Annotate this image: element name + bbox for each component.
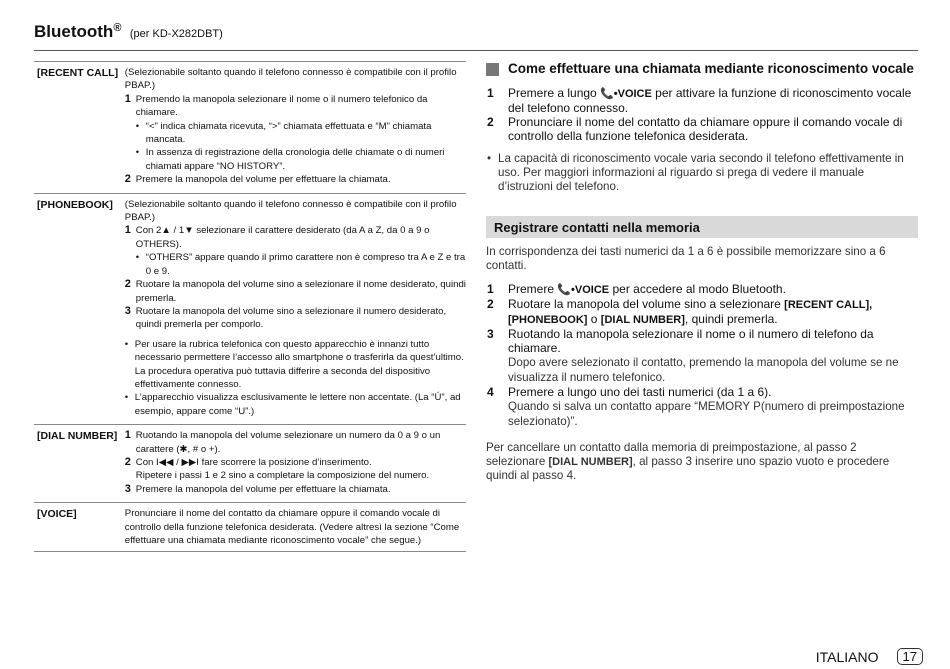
step: [486, 385, 918, 429]
heading-text: Come effettuare una chiamata mediante riconoscimento vocale: [508, 61, 914, 76]
table-row-phonebook: [34, 194, 466, 426]
step: [486, 297, 918, 327]
step-text: Premere la manopola del volume per effettuare la chiamata.: [135, 174, 391, 186]
step-text: , quindi premerla.: [684, 312, 778, 326]
phone-voice-icon: 📞•VOICE: [600, 88, 652, 100]
section-bar-memory: [486, 216, 918, 238]
step: [486, 282, 918, 297]
step-number: 2: [124, 455, 131, 468]
section-heading-voice-call: [486, 60, 918, 78]
memory-intro: In corrispondenza dei tasti numerici da 1 a 6 è possibile memorizzare sino a 6 contatti.: [486, 245, 886, 272]
note-text: L’apparecchio visualizza esclusivamente le lettere non accentate. (La “Ú”, ad esempio, appare come “U”.): [134, 392, 461, 417]
menu-ref: [PHONEBOOK]: [508, 314, 588, 326]
step-text: Pronunciare il nome del contatto da chiamare oppure il comando vocale di controllo della funzione telefonica desiderata.: [508, 115, 903, 143]
recent-call-body: [125, 66, 466, 187]
step-continuation: [125, 469, 466, 482]
step-text: Ruotare la manopola del volume sino a selezionare il nome desiderato, quindi premerla.: [135, 279, 466, 304]
section-title: Registrare contatti nella memoria: [494, 219, 700, 235]
recent-call-label: [RECENT CALL]: [37, 67, 119, 79]
note-text: Per usare la rubrica telefonica con questo apparecchio è innanzi tutto necessario permettere l’accesso allo smartphone o trasferirla da quest’ultimo. La procedura operativa può tuttavia differire a seconda del dispositivo effettivamente connesso.: [134, 338, 464, 390]
menu-table: [34, 61, 466, 552]
note-bullet: • La capacità di riconoscimento vocale varia secondo il telefono effettivamente in uso. Per maggiori informazioni al riguardo si prega di vedere il manuale d’istruzioni del telefono.: [486, 152, 918, 194]
step: [486, 86, 918, 115]
step: [125, 456, 466, 469]
step-text: Ruotare la manopola del volume sino a selezionare: [508, 297, 785, 311]
menu-ref: [DIAL NUMBER]: [548, 456, 633, 468]
note-bullet: • L’apparecchio visualizza esclusivamente le lettere non accentate. (La “Ú”, ad esempio, appare come “U”.): [125, 391, 466, 418]
step-number: 2: [487, 297, 494, 311]
step-number: 2: [487, 115, 494, 129]
step-text: Ruotando la manopola del volume selezionare un numero da 0 a 9 o un carattere (✱, # o +).: [135, 430, 441, 455]
phone-voice-icon: 📞•VOICE: [557, 284, 610, 296]
step-number: 3: [124, 482, 131, 495]
step: [125, 93, 466, 120]
heading-square-icon: [486, 63, 499, 76]
language-label: ITALIANO: [815, 648, 879, 665]
recent-call-intro: (Selezionabile soltanto quando il telefono connesso è compatibile con il profilo PBAP.): [124, 67, 457, 92]
step-number: 2: [124, 173, 131, 186]
voice-steps: [486, 86, 918, 143]
step-text: Con 2▲ / 1▼ selezionare il carattere desiderato (da A a Z, da 0 a 9 o OTHERS).: [135, 225, 430, 250]
step-text: Con I◀◀ / ▶▶I fare scorrere la posizione d’inserimento.: [135, 456, 372, 468]
outro-text: , al passo 3 inserire uno spazio vuoto e procedere quindi al passo 4.: [486, 455, 890, 482]
step-text: Premere: [508, 282, 558, 296]
bullet-text: In assenza di registrazione della cronologia delle chiamate o di numeri chiamati appare “NO HISTORY”.: [145, 147, 445, 172]
step-text: Ruotare la manopola del volume sino a selezionare il numero desiderato, quindi premerla per comporlo.: [135, 305, 447, 331]
dial-number-body: [125, 429, 466, 496]
step-number: 1: [487, 282, 494, 296]
memory-outro: [486, 441, 918, 483]
step-text: per attivare la funzione di riconoscimento vocale del telefono connesso.: [508, 86, 912, 115]
step: [125, 483, 466, 496]
step-subtext: Quando si salva un contatto appare “MEMORY P(numero di preimpostazione selezionato)”.: [508, 400, 905, 428]
bullet: • In assenza di registrazione della cronologia delle chiamate o di numeri chiamati appare “NO HISTORY”.: [125, 146, 466, 173]
step: [125, 278, 466, 305]
step-text: Premere a lungo uno dei tasti numerici (da 1 a 6).: [508, 385, 772, 399]
voice-body: [125, 507, 466, 547]
page-title: Bluetooth: [34, 22, 114, 41]
registered-mark: ®: [113, 22, 122, 34]
step-text: Ruotando la manopola selezionare il nome o il numero di telefono da chiamare.: [508, 327, 874, 355]
step: [125, 305, 466, 332]
step-number: 1: [124, 429, 131, 442]
bullet: • “OTHERS” appare quando il primo carattere non è compreso tra A e Z e tra 0 e 9.: [135, 252, 466, 277]
step: [125, 173, 466, 186]
outro-text: Per cancellare un contatto dalla memoria di preimpostazione, al passo 2 selezionare: [486, 441, 857, 468]
table-row-dial-number: [34, 425, 466, 503]
phonebook-body: [125, 198, 466, 419]
voice-label: [VOICE]: [37, 508, 77, 521]
phonebook-intro: (Selezionabile soltanto quando il telefono connesso è compatibile con il profilo PBAP.): [124, 198, 457, 224]
menu-ref: [DIAL NUMBER]: [600, 314, 685, 326]
step: [125, 224, 466, 251]
phonebook-label: [PHONEBOOK]: [37, 198, 113, 211]
step-text: Premere la manopola del volume per effettuare la chiamata.: [135, 483, 391, 495]
note-text: La capacità di riconoscimento vocale varia secondo il telefono effettivamente in uso. Per maggiori informazioni al riguardo si prega di vedere il manuale d’istruzioni del telefono.: [498, 152, 904, 193]
step-number: 3: [487, 327, 494, 341]
page-subtitle: (per KD-X282DBT): [129, 28, 223, 40]
voice-text: Pronunciare il nome del contatto da chiamare oppure il comando vocale di controllo della funzione telefonica desiderata. (Vedere altresì la sezione “Come effettuare una chiamata mediante riconoscimento vocale” che segue.): [124, 508, 460, 546]
table-row-recent-call: [34, 62, 466, 194]
step-text: Premendo la manopola selezionare il nome o il numero telefonico da chiamare.: [135, 93, 428, 119]
menu-ref: [RECENT CALL],: [784, 299, 873, 311]
step-text: o: [587, 312, 601, 326]
note-bullet: • Per usare la rubrica telefonica con questo apparecchio è innanzi tutto necessario permettere l’accesso allo smartphone o trasferirla da quest’ultimo. La procedura operativa può tuttavia differire a seconda del dispositivo effettivamente connesso.: [125, 338, 466, 392]
step-number: 1: [487, 86, 494, 100]
table-row-voice: [34, 503, 466, 552]
step-number: 4: [487, 385, 494, 399]
step-number: 3: [124, 304, 131, 317]
step-text: Ripetere i passi 1 e 2 sino a completare la composizione del numero.: [135, 470, 430, 482]
step-text: Premere a lungo: [508, 86, 601, 100]
step-number: 1: [124, 92, 131, 105]
memory-steps: [486, 282, 918, 429]
right-column: [486, 60, 918, 483]
step-text: per accedere al modo Bluetooth.: [609, 282, 786, 296]
step: [486, 115, 918, 143]
page-footer: [816, 648, 923, 665]
step-subtext: Dopo avere selezionato il contatto, premendo la manopola del volume se ne visualizza il numero telefonico.: [508, 356, 899, 384]
bullet-text: “<” indica chiamata ricevuta, “>” chiamata effettuata e “M” chiamata mancata.: [145, 120, 432, 146]
page-header: [34, 22, 918, 51]
step: [125, 429, 466, 456]
step-number: 2: [124, 278, 131, 291]
bullet: • “<” indica chiamata ricevuta, “>” chiamata effettuata e “M” chiamata mancata.: [125, 120, 466, 147]
page-number: 17: [897, 648, 923, 665]
step: [486, 327, 918, 385]
bullet-text: “OTHERS” appare quando il primo carattere non è compreso tra A e Z e tra 0 e 9.: [145, 252, 466, 277]
dial-number-label: [DIAL NUMBER]: [37, 430, 118, 443]
step-number: 1: [124, 224, 131, 237]
